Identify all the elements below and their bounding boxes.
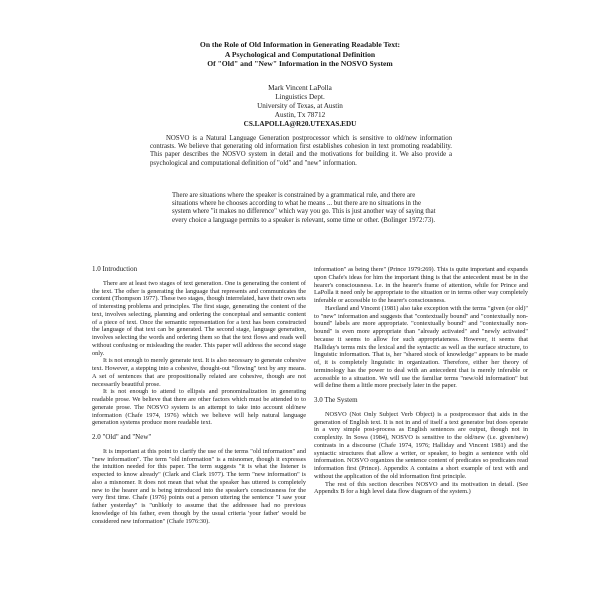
section-heading-introduction: 1.0 Introduction [92,265,138,273]
right-column [314,266,528,496]
paper-title [130,40,470,69]
title-line-1: On the Role of Old Information in Generating Readable Text: [199,40,401,49]
paragraph: It is not enough to attend to ellipsis and pronominalization in generating readable prose. We believe that there are other factors which must be attended to to generate prose. The NOSVO system is an attempt to take into account old/new information (Chafe 1974, 1976) which we believe will help natural language generation systems produce more readable text. [92,388,306,427]
author-name: Mark Vincent LaPolla [268,84,332,92]
paragraph: The rest of this section describes NOSVO and its motivation in detail. (See Appendix B for a high level data flow diagram of the system.) [314,480,528,496]
paragraph: There are at least two stages of text generation. One is generating the content of the text. The other is generating the language that represents and communicates the content (Thompson 1977). These two stages, though interrelated, have their own sets of interesting problems and principles. The first stage, generating the content of the text, involves selecting, planning and ordering the conceptual and semantic content of a piece of text. Once the semantic representation for a text has been constructed the language of that text can be generated. The second stage, language generation, involves selecting the words and ordering them so that the text flows and reads well without confusing or misleading the reader. This paper will address the second stage only. [92,279,306,357]
author-block [200,84,400,129]
section-heading-old-and-new: 2.0 "Old" and "New" [92,433,152,441]
author-city: Austin, Tx 78712 [274,111,326,119]
paragraph: It is important at this point to clarify the use of the terms "old information" and "new information". The term "old information" is a misnomer, though it expresses the intuition needed for this paper. The term suggests "it is what the listener is expected to know already" (Clark and Clark 1977). The term "new information" is also a misnomer. It does not mean that what the speaker has uttered is completely new to the hearer and is being introduced into the speaker's consciousness for the very first time. Chafe (1976) points out a person uttering the sentence "I saw your father yesterday" is "unlikely to assume that the addressee had no previous knowledge of his father, even though by the usual criteria 'your father' would be considered new information" (Chafe 1976:30). [92,447,306,525]
author-dept: Linguistics Dept. [275,93,325,101]
title-line-2: A Psychological and Computational Definition [224,49,376,59]
title-line-3: Of "Old" and "New" Information in the NOSVO System [207,59,393,68]
section-heading-the-system: 3.0 The System [314,396,358,404]
paragraph: Haviland and Vincent (1981) also take exception with the terms "given (or old)" to "new" information and suggests that "contextually bound" and "contextually non-bound" labels are more appropriate. "contextually bound" and "contextually non-bound" is even more appropriate than "already activated" and "newly activated" because it seems to allow for such appropriateness. However, it seems that Halliday's terms mix the lexical and the syntactic as well as the surface structure, to linguistic information. That is, her "shared stock of knowledge" appears to be made of, it is completely linguistic in organization. Therefore, either her theory of terminology has the power to deal with an antecedent that is merely inferable or accessible to a situation. We will use the familiar terms "new/old information" but will define them a little more precisely later in the paper. [314,304,528,390]
paragraph: It is not enough to merely generate text. It is also necessary to generate cohesive text. However, a stepping into a cohesive, thought-out "flowing" text by any means. A set of sentences that are propositionally related are cohesive, though are not necessarily beautiful prose. [92,357,306,388]
left-column [92,266,306,525]
paragraph: information" as being there" (Prince 1979:269). This is quite important and expands upon Chafe's ideas for him the important thing is that the antecedent must be in the hearer's consciousness. I.e. in the hearer's frame of attention, while for Prince and LaPolla it need only be appropriate to the situation or in terms other way completely inferable or accessible to the hearer's consciousness. [314,266,528,304]
paragraph: NOSVO (Not Only Subject Verb Object) is a postprocessor that aids in the generation of English text. It is not in and of itself a text generator but does operate in a very simple post-process as English sentences are output, though not in complexity. In Sowa (1984), NOSVO is sensitive to the old/new (i.e. given/new) contrasts in a discourse (Chafe 1974, 1976; Halliday and Vincent 1981) and the syntactic structures that allow a writer, or speaker, to begin a sentence with old information. NOSVO organizes the sentence content of predicates so predicates read information first (Prince). Appendix A contains a short example of text with and without the application of the old information first principle. [314,410,528,480]
epigraph-quote: There are situations where the speaker is constrained by a grammatical rule, and there are situations where he chooses according to what he means ... but there are no situations in the system where "it makes no difference" which way you go. This is just another way of saying that every choice a language permits to a speaker is relevant, some time or other. (Bolinger 1972:73). [172,191,436,224]
author-email: CS.LAPOLLA@R20.UTEXAS.EDU [243,120,357,128]
author-university: University of Texas, at Austin [257,102,343,110]
abstract: NOSVO is a Natural Language Generation postprocessor which is sensitive to old/new information contrasts. We believe that generating old information first establishes cohesion in text promoting readability. This paper describes the NOSVO system in detail and the motivations for building it. We also provide a psychological and computational definition of "old" and "new" information. [150,134,452,167]
